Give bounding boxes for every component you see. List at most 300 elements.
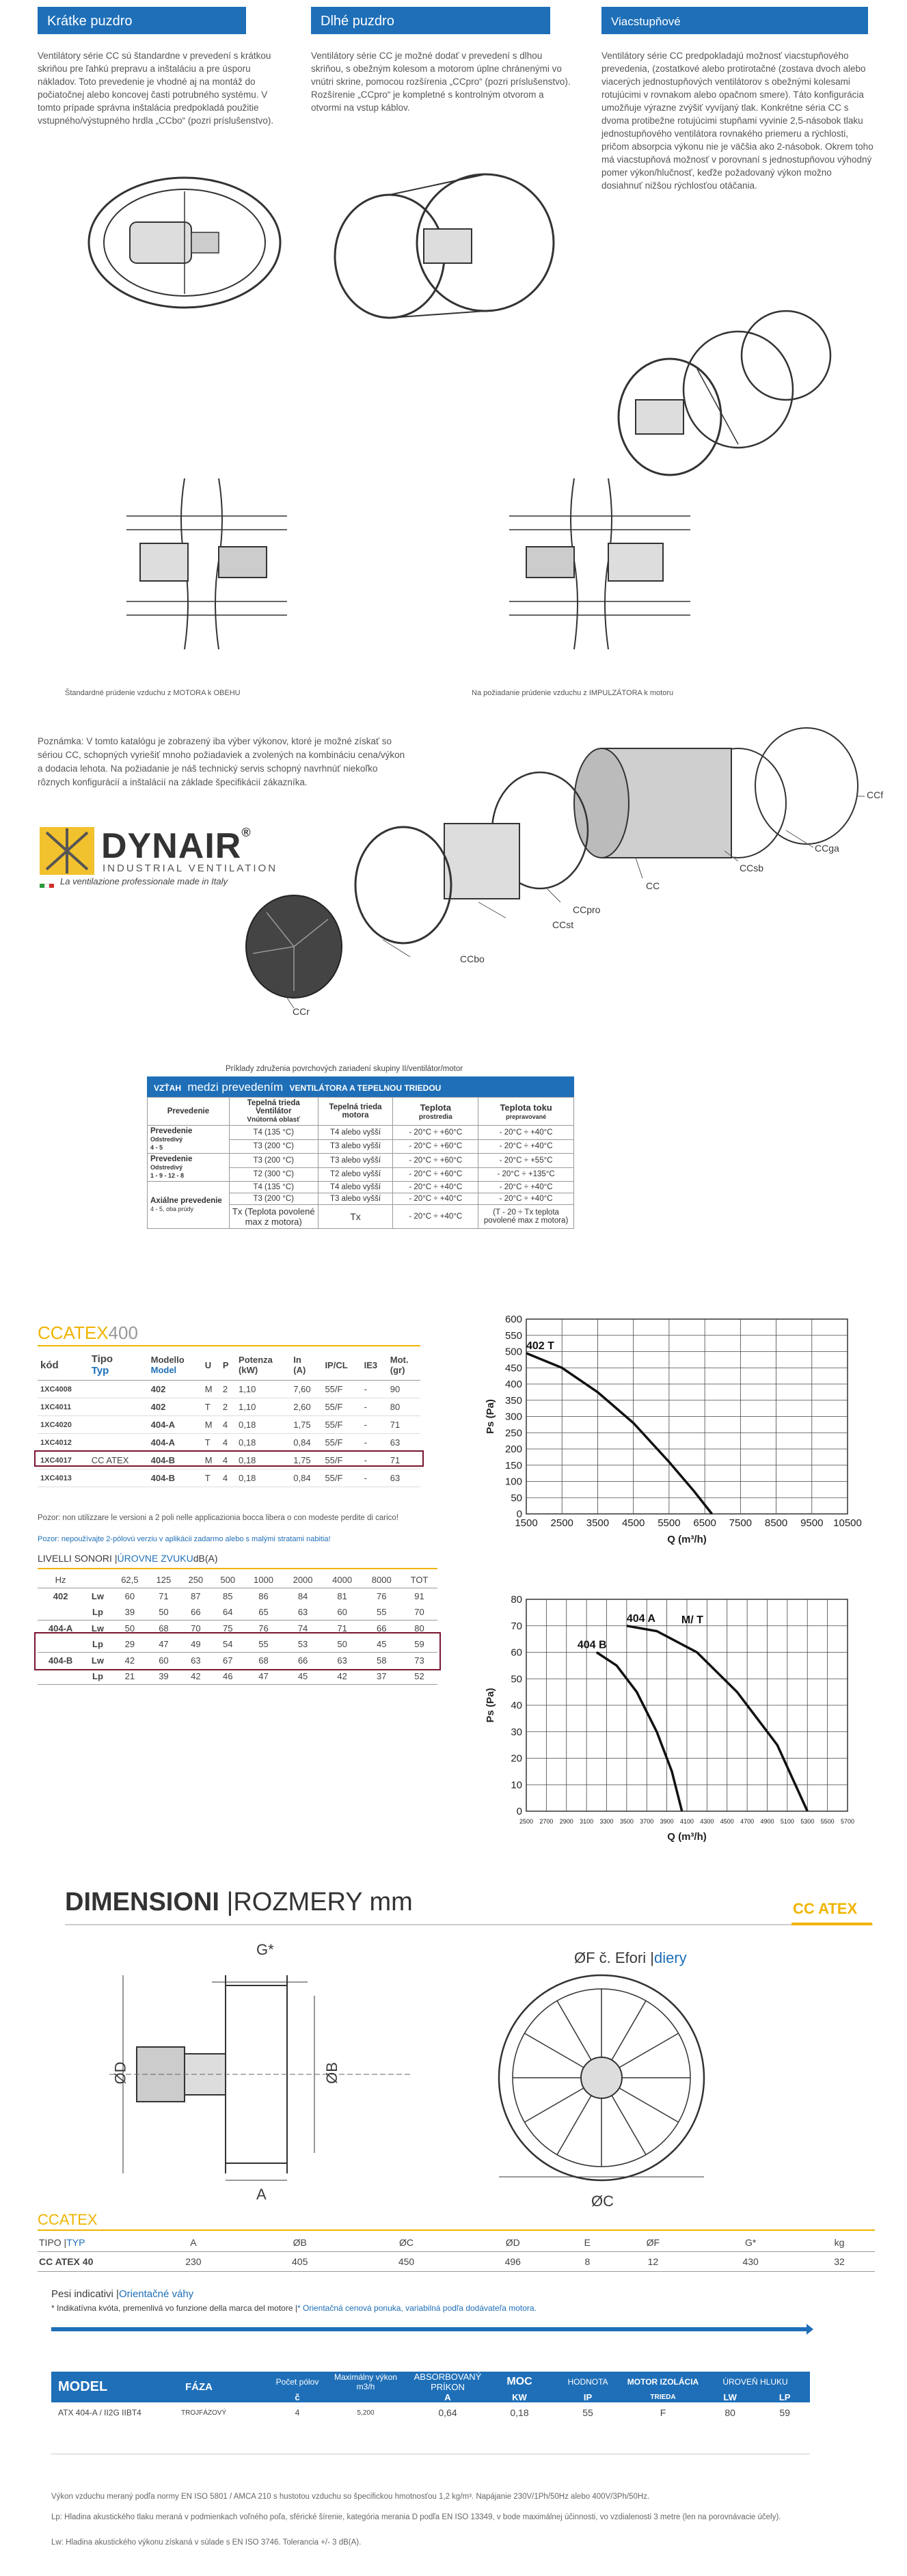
ccatex-cell: 1,75 bbox=[293, 1455, 311, 1465]
ccatex-cell: 0,84 bbox=[293, 1473, 311, 1483]
ccatex-title-b: 400 bbox=[108, 1323, 138, 1343]
sound-cell: 53 bbox=[297, 1639, 308, 1649]
zone-cell: - 20°C ÷ +60°C bbox=[393, 1167, 478, 1182]
dim-label-c: ØC bbox=[591, 2193, 614, 2210]
sound-cell: 60 bbox=[124, 1591, 135, 1601]
ccatex-cell bbox=[89, 1398, 148, 1416]
sound-cell: 66 bbox=[376, 1623, 387, 1633]
sound-cell: 70 bbox=[414, 1607, 424, 1617]
sound-cell: 45 bbox=[376, 1639, 387, 1649]
sound-rule bbox=[38, 1568, 437, 1569]
sound-cell: 404-B bbox=[48, 1655, 73, 1666]
y-tick-label: 250 bbox=[504, 1427, 522, 1439]
dim-cell: 8 bbox=[584, 2256, 591, 2267]
spoke bbox=[619, 2033, 679, 2067]
th-text: Model bbox=[150, 1365, 177, 1375]
table-row bbox=[148, 1182, 574, 1193]
x-tick-label: 3300 bbox=[599, 1818, 614, 1825]
x-tick-label: 7500 bbox=[729, 1517, 753, 1529]
logo-tagline: La ventilazione professionale made in Italy bbox=[60, 876, 228, 886]
zone-cell: - 20°C ÷ +40°C bbox=[393, 1193, 478, 1205]
sound-cell: 76 bbox=[376, 1591, 387, 1601]
ccatex-cell: 2 bbox=[222, 1402, 228, 1412]
dimensions-title-b: ROZMERY mm bbox=[233, 1888, 413, 1916]
header-short-title: Krátke puzdro bbox=[47, 14, 133, 29]
ccatex-cell: 404-A bbox=[150, 1420, 176, 1430]
y-axis-label: Ps (Pa) bbox=[485, 1687, 496, 1723]
ccatex-cell: - bbox=[364, 1437, 367, 1448]
fan-multi-illustration bbox=[615, 308, 834, 485]
table-row bbox=[51, 2402, 810, 2423]
x-tick-label: 3700 bbox=[640, 1818, 654, 1825]
sound-th: 250 bbox=[188, 1575, 204, 1585]
dim-table-rule bbox=[38, 2229, 875, 2231]
ccatex-cell: - bbox=[364, 1402, 367, 1412]
spoke bbox=[619, 2088, 679, 2122]
logo-sub: INDUSTRIAL VENTILATION bbox=[103, 863, 278, 874]
dim-th-tipo-a: TIPO bbox=[39, 2237, 62, 2248]
ccatex-cell: 1XC4011 bbox=[40, 1402, 72, 1411]
zone-cell: Tx bbox=[318, 1205, 393, 1229]
dim-cell: 450 bbox=[398, 2256, 415, 2267]
airflow-motor-to-impeller-diagram bbox=[123, 478, 301, 649]
model-cell: ATX 404-A / II2G IIBT4 bbox=[58, 2408, 141, 2417]
th-tipo bbox=[89, 1350, 148, 1381]
th-modello bbox=[148, 1350, 202, 1381]
label-ccsb: CCsb bbox=[740, 863, 764, 873]
sound-cell: 50 bbox=[124, 1623, 135, 1633]
dim-cell: 12 bbox=[647, 2256, 659, 2267]
zone-col2a: Tepelná trieda Ventilátor bbox=[247, 1099, 300, 1115]
sound-cell: 402 bbox=[53, 1591, 68, 1601]
sound-cell: 68 bbox=[258, 1655, 269, 1666]
model-sub: LP bbox=[779, 2392, 791, 2402]
label-ccf: CCf bbox=[867, 789, 884, 800]
y-tick-label: 30 bbox=[511, 1726, 522, 1738]
zone-cell: T4 alebo vyšší bbox=[318, 1182, 393, 1193]
x-tick-label: 5300 bbox=[800, 1818, 815, 1825]
x-tick-label: 5500 bbox=[820, 1818, 835, 1825]
spoke bbox=[612, 2001, 646, 2060]
th-text: Mot. bbox=[390, 1355, 409, 1365]
zone-cell: T2 (300 °C) bbox=[229, 1167, 318, 1182]
ccatex-cell: 80 bbox=[390, 1402, 401, 1412]
series-label: 404 A bbox=[626, 1612, 655, 1625]
y-tick-label: 200 bbox=[504, 1443, 522, 1455]
sound-cell: 46 bbox=[223, 1671, 233, 1681]
x-tick-label: 3900 bbox=[660, 1818, 674, 1825]
ccatex-cell: 1XC4008 bbox=[40, 1385, 72, 1394]
text-multi: Ventilátory série CC predpokladajú možnosť viacstupňového prevedenia, (zostatkové alebo protirotačné (zostava dvoch alebo viacerých jednostupňových ventilátorov s obežnými kolesami rotujúcimi v rovnakom alebo opačnom smere). Táto konfigurácia umožňuje výrazne zvýšiť vyvíjaný tlak. Konkrétne séria CC s dvoma protibežne rotujúcimi stupňami vyvinie 2,5-násobok tlaku jednostupňového ventilátora rovnakého priemeru a rýchlosti, pričom absorpcia výkonu nie je väčšia ako 2-násobok. Okrem toho má viacstupňová možnosť v porovnaní s jednostupňovou výhodný pomer výkon/hlučnosť, keďže požadovaný výkon možno dosiahnuť nižšou rýchlosťou otáčania. bbox=[601, 51, 874, 191]
table-row bbox=[148, 1126, 574, 1140]
table-row bbox=[38, 1588, 437, 1605]
sound-th: TOT bbox=[410, 1575, 429, 1585]
sound-cell: 86 bbox=[258, 1591, 269, 1601]
dim-th-e: E bbox=[584, 2237, 591, 2248]
caption-left: Štandardné prúdenie vzduchu z MOTORA k OBEHU bbox=[65, 689, 241, 697]
zone-cell: - 20°C ÷ +60°C bbox=[393, 1139, 478, 1154]
sound-th: 500 bbox=[220, 1575, 236, 1585]
y-tick-label: 0 bbox=[516, 1806, 522, 1817]
highlight-1xc4012 bbox=[34, 1450, 424, 1467]
dim-label-g: G* bbox=[256, 1941, 274, 1958]
ccatex-note2: Pozor: nepoužívajte 2-pólovú verziu v aplikácii zadarmo alebo s malými stratami nabitia! bbox=[38, 1535, 331, 1543]
ccatex-cell: M bbox=[204, 1420, 213, 1430]
y-tick-label: 150 bbox=[504, 1459, 522, 1472]
sound-cell: 54 bbox=[223, 1639, 233, 1649]
y-tick-label: 450 bbox=[504, 1362, 522, 1374]
zone-group2 bbox=[148, 1154, 230, 1182]
ccatex-cell: 90 bbox=[390, 1384, 401, 1394]
x-tick-label: 9500 bbox=[800, 1517, 824, 1529]
y-tick-label: 60 bbox=[511, 1646, 522, 1659]
performance-chart-402 bbox=[478, 1312, 861, 1551]
weights-note-a: * Indikatívna kvóta, premenlivá vo funzione della marca del motore bbox=[51, 2303, 293, 2313]
model-th-poles: Počet pólov bbox=[275, 2377, 319, 2387]
dimension-side-drawing bbox=[123, 1955, 410, 2201]
model-sub: LW bbox=[723, 2392, 737, 2402]
dimensions-badge: CC ATEX bbox=[793, 1900, 858, 1917]
sound-cell: 63 bbox=[297, 1607, 308, 1617]
sound-title-c: dB(A) bbox=[193, 1553, 218, 1564]
label-ccbo: CCbo bbox=[460, 953, 485, 964]
ccatex-cell bbox=[89, 1416, 148, 1434]
sound-cell: 67 bbox=[223, 1655, 233, 1666]
sound-cell: 55 bbox=[258, 1639, 269, 1649]
model-th-noise: ÚROVEŇ HLUKU bbox=[722, 2377, 788, 2387]
zone-header-mid: medzi prevedením bbox=[187, 1081, 284, 1094]
x-tick-label: 4700 bbox=[740, 1818, 755, 1825]
x-tick-label: 4300 bbox=[700, 1818, 714, 1825]
dimensions-title: DIMENSIONI |ROZMERY mm bbox=[65, 1888, 413, 1916]
ccatex-cell: 404-B bbox=[150, 1473, 176, 1483]
table-row bbox=[38, 1398, 420, 1416]
zone-group2-title: Prevedenie bbox=[150, 1155, 193, 1163]
zone-col4a: Teplota bbox=[420, 1102, 451, 1113]
dim-label-f-b: diery bbox=[653, 1949, 687, 1966]
y-tick-label: 500 bbox=[504, 1346, 522, 1358]
sound-cell: 63 bbox=[337, 1655, 347, 1666]
zone-group1-title: Prevedenie bbox=[150, 1127, 193, 1135]
ccatex-cell: 71 bbox=[390, 1455, 401, 1465]
label-ccst: CCst bbox=[552, 919, 574, 930]
model-table bbox=[51, 2372, 810, 2423]
dimensions-title-a: DIMENSIONI bbox=[65, 1888, 219, 1916]
ccatex-cell: - bbox=[364, 1420, 367, 1430]
sound-cell: Lw bbox=[91, 1623, 104, 1633]
header-multi-title: Viacstupňové bbox=[611, 15, 681, 28]
dimensions-rule bbox=[65, 1924, 873, 1925]
y-tick-label: 550 bbox=[504, 1329, 522, 1342]
series-label: 404 B bbox=[577, 1639, 607, 1651]
zone-cell: - 20°C ÷ +40°C bbox=[393, 1182, 478, 1193]
sound-cell: 21 bbox=[124, 1671, 135, 1681]
caption-right: Na požiadanie prúdenie vzduchu z IMPULZÁTORA k motoru bbox=[472, 689, 674, 697]
catalog-note: Poznámka: V tomto katalógu je zobrazený iba výber výkonov, ktoré je možné získať so sériou CC, schopných vyriešiť mnoho požiadaviek a zvolených na kombináciu cena/výkon a dodacia lehota. Na požiadanie je náš technický servis schopný navrhnúť niekoľko rôznych konfigurácií a inštalácií na základe špecifikácií zákazníka. bbox=[38, 736, 405, 787]
header-long bbox=[311, 7, 550, 34]
zone-col-motor-class: Tepelná trieda motora bbox=[318, 1098, 393, 1126]
th-ie3: IE3 bbox=[364, 1359, 378, 1370]
dimension-front-drawing bbox=[492, 1968, 711, 2187]
x-tick-label: 3500 bbox=[619, 1818, 634, 1825]
table-row bbox=[38, 1668, 437, 1685]
zone-group3-num: 4 - 5, oba prúdy bbox=[150, 1206, 194, 1212]
sound-cell: 84 bbox=[297, 1591, 308, 1601]
zone-col-flow bbox=[478, 1098, 574, 1126]
model-sub: KW bbox=[512, 2392, 527, 2402]
th-text: Typ bbox=[91, 1365, 109, 1377]
italy-flag bbox=[40, 879, 55, 883]
dim-th-a: A bbox=[190, 2237, 197, 2248]
model-cell: 55 bbox=[582, 2407, 593, 2418]
zone-cell: - 20°C ÷ +135°C bbox=[478, 1167, 574, 1182]
sound-cell: 55 bbox=[376, 1607, 387, 1617]
th-in bbox=[290, 1350, 322, 1381]
sound-cell: 75 bbox=[223, 1623, 233, 1633]
table-row bbox=[148, 1154, 574, 1168]
sound-cell: 42 bbox=[191, 1671, 201, 1681]
performance-chart-404 bbox=[478, 1592, 861, 1852]
ccatex-cell: 1,10 bbox=[239, 1402, 256, 1412]
zone-group1-num: 4 - 5 bbox=[150, 1144, 163, 1151]
zone-col5b: prepravované bbox=[506, 1113, 547, 1120]
ccatex-cell: 0,18 bbox=[239, 1420, 256, 1430]
zone-table bbox=[147, 1097, 574, 1229]
zone-cell: T4 (135 °C) bbox=[229, 1182, 318, 1193]
ccatex-cell: - bbox=[364, 1384, 367, 1394]
ccatex-cell: 0,18 bbox=[239, 1437, 256, 1448]
sound-cell: 70 bbox=[191, 1623, 201, 1633]
ccatex-cell: M bbox=[204, 1384, 213, 1394]
model-sub: IP bbox=[583, 2392, 593, 2402]
sound-cell: Lw bbox=[91, 1655, 104, 1666]
ccatex-cell: 55/F bbox=[325, 1402, 343, 1412]
sound-title: LIVELLI SONORI |ÚROVNE ZVUKUdB(A) bbox=[38, 1553, 218, 1564]
model-th-flow: Maximálny výkon m3/h bbox=[334, 2372, 398, 2391]
model-cell: F bbox=[660, 2407, 666, 2418]
ccatex-cell: 7,60 bbox=[293, 1384, 311, 1394]
ccatex-title-a: CCATEX bbox=[38, 1323, 109, 1343]
sound-th: 125 bbox=[156, 1575, 172, 1585]
ccatex-cell: 4 bbox=[222, 1420, 228, 1430]
sound-cell: 42 bbox=[337, 1671, 347, 1681]
weights-note-b: * Orientačná cenová ponuka, variabilná podľa dodávateľa motora. bbox=[297, 2303, 537, 2313]
sound-cell: 65 bbox=[258, 1607, 269, 1617]
y-tick-label: 70 bbox=[511, 1620, 522, 1632]
sound-cell bbox=[38, 1604, 83, 1621]
ccatex-cell: 55/F bbox=[325, 1455, 343, 1465]
sound-cell: 59 bbox=[414, 1639, 424, 1649]
ccatex-cell bbox=[89, 1381, 148, 1398]
x-axis-label: Q (m³/h) bbox=[667, 1831, 707, 1843]
x-tick-label: 10500 bbox=[833, 1517, 862, 1529]
sound-title-a: LIVELLI SONORI bbox=[38, 1553, 112, 1564]
footnote-1: Výkon vzduchu meraný podľa normy EN ISO 5801 / AMCA 210 s hustotou vzduchu so špecifickou hmotnosťou 1,2 kg/m³. Napájanie 230V/1Ph/50Hz alebo 400V/3Ph/50Hz. bbox=[51, 2493, 650, 2501]
zone-col2b: Vnútorná oblasť bbox=[247, 1116, 300, 1124]
zone-cell: - 20°C ÷ +40°C bbox=[478, 1139, 574, 1154]
sound-cell: 68 bbox=[159, 1623, 169, 1633]
dim-th-kg: kg bbox=[834, 2237, 845, 2248]
series-label: 402 T bbox=[526, 1340, 554, 1352]
spoke bbox=[557, 2096, 591, 2155]
y-axis-label: Ps (Pa) bbox=[485, 1399, 496, 1434]
sound-cell bbox=[38, 1668, 83, 1685]
ccatex-cell: 63 bbox=[390, 1473, 401, 1483]
zone-header-left: VZŤAH bbox=[154, 1083, 181, 1093]
ccatex-rule bbox=[38, 1345, 420, 1346]
model-cell: 59 bbox=[779, 2407, 790, 2418]
text-short: Ventilátory série CC sú štandardne v prevedení s krátkou skriňou pre ľahkú prepravu a inštaláciu a pre úsporu nákladov. Toto prevedenie je vhodné aj na montáž do počiatočnej alebo koncovej časti potrubného systému. V tomto prípade správna inštalácia predpokladá použitie vstupného/výstupného hrdla „CCbo“ (pozri príslušenstvo). bbox=[38, 51, 274, 126]
sound-cell: 85 bbox=[223, 1591, 233, 1601]
sound-cell: 45 bbox=[297, 1671, 308, 1681]
zone-cell: T3 (200 °C) bbox=[229, 1139, 318, 1154]
th-u: U bbox=[204, 1359, 212, 1370]
model-sub: A bbox=[444, 2392, 451, 2402]
y-tick-label: 50 bbox=[511, 1673, 522, 1685]
model-th-faza: FÁZA bbox=[185, 2381, 213, 2393]
zone-cell: - 20°C ÷ +40°C bbox=[478, 1182, 574, 1193]
weights-title-b: Orientačné váhy bbox=[118, 2288, 194, 2300]
model-cell: TROJFÁZOVÝ bbox=[181, 2409, 227, 2417]
x-tick-label: 2900 bbox=[559, 1818, 573, 1825]
sound-cell: 87 bbox=[191, 1591, 201, 1601]
zone-cell: T2 alebo vyšší bbox=[318, 1167, 393, 1182]
sound-cell: 29 bbox=[124, 1639, 135, 1649]
model-table-topbar-arrow bbox=[807, 2324, 813, 2335]
spoke bbox=[557, 2001, 591, 2060]
sound-cell: 63 bbox=[191, 1655, 201, 1666]
sound-cell: 47 bbox=[159, 1639, 169, 1649]
th-text: kód bbox=[40, 1359, 59, 1371]
sound-header-row bbox=[38, 1572, 437, 1588]
sound-cell: 58 bbox=[376, 1655, 387, 1666]
sound-th: 8000 bbox=[371, 1575, 392, 1585]
y-tick-label: 20 bbox=[511, 1752, 522, 1765]
zone-col-env bbox=[393, 1098, 478, 1126]
ccatex-cell: 63 bbox=[390, 1437, 401, 1448]
model-cell: 0,64 bbox=[438, 2407, 457, 2418]
x-tick-label: 1500 bbox=[515, 1517, 538, 1529]
sound-cell: 64 bbox=[223, 1607, 233, 1617]
y-tick-label: 400 bbox=[504, 1379, 522, 1390]
sound-cell: 60 bbox=[337, 1607, 347, 1617]
y-tick-label: 600 bbox=[504, 1314, 522, 1325]
dim-table-title: CCATEX bbox=[38, 2211, 98, 2228]
ccatex-cell: 0,84 bbox=[293, 1437, 311, 1448]
sound-cell: Lp bbox=[92, 1671, 103, 1681]
table-row bbox=[38, 1381, 420, 1398]
zone-header-right: VENTILÁTORA A TEPELNOU TRIEDOU bbox=[289, 1083, 442, 1093]
exploded-accessories-illustration bbox=[246, 721, 889, 1022]
ccatex-title bbox=[38, 1323, 138, 1344]
header-short bbox=[38, 7, 246, 34]
y-tick-label: 100 bbox=[504, 1476, 522, 1488]
sound-th: 62,5 bbox=[121, 1575, 139, 1585]
logo-registered: ® bbox=[241, 826, 252, 839]
sound-cell: 37 bbox=[376, 1671, 387, 1681]
ccatex-cell: 0,18 bbox=[239, 1455, 256, 1465]
ccatex-cell: - bbox=[364, 1455, 367, 1465]
sound-cell: 42 bbox=[124, 1655, 135, 1666]
dynair-logo-mark bbox=[40, 827, 94, 875]
ccatex-cell: 71 bbox=[390, 1420, 401, 1430]
zone-group1 bbox=[148, 1126, 230, 1154]
spoke bbox=[524, 2088, 584, 2122]
zone-cell: T3 (200 °C) bbox=[229, 1193, 318, 1205]
dim-cell: 496 bbox=[504, 2256, 521, 2267]
y-tick-label: 40 bbox=[511, 1700, 522, 1711]
dim-label-f: ØF č. Efori |diery bbox=[574, 1949, 687, 1966]
table-row bbox=[38, 1604, 437, 1621]
ccatex-cell: 402 bbox=[150, 1384, 166, 1394]
highlight-404a bbox=[34, 1632, 441, 1670]
ccatex-cell: 404-B bbox=[150, 1455, 176, 1465]
y-tick-label: 80 bbox=[511, 1594, 522, 1605]
ccatex-note1: Pozor: non utilizzare le versioni a 2 poli nelle applicazionia bocca libera o con modeste perdite di carico! bbox=[38, 1514, 399, 1522]
x-tick-label: 2700 bbox=[539, 1818, 554, 1825]
ccatex-cell: 4 bbox=[222, 1437, 228, 1448]
sound-cell: 49 bbox=[191, 1639, 201, 1649]
model-cell: 0,18 bbox=[510, 2407, 529, 2418]
ccatex-cell: 4 bbox=[222, 1473, 228, 1483]
zone-cell: - 20°C ÷ +60°C bbox=[393, 1154, 478, 1168]
zone-cell: - 20°C ÷ +60°C bbox=[393, 1126, 478, 1140]
sound-cell: 73 bbox=[414, 1655, 424, 1666]
th-text: Tipo bbox=[91, 1353, 113, 1365]
y-tick-label: 0 bbox=[516, 1508, 522, 1520]
y-tick-label: 10 bbox=[511, 1779, 522, 1791]
sound-cell: Lw bbox=[91, 1591, 104, 1601]
zone-group3 bbox=[148, 1182, 230, 1229]
ccatex-cell: 55/F bbox=[325, 1473, 343, 1483]
sound-cell: 66 bbox=[191, 1607, 201, 1617]
th-mot bbox=[388, 1350, 420, 1381]
fan-long-illustration bbox=[328, 167, 560, 331]
model-cell: 80 bbox=[725, 2407, 735, 2418]
x-tick-label: 5500 bbox=[658, 1517, 681, 1529]
zone-group2-num: 1 - 9 - 12 - 8 bbox=[150, 1172, 185, 1179]
th-text: Modello bbox=[150, 1355, 185, 1365]
ccatex-cell: T bbox=[204, 1402, 211, 1412]
dim-th-f: ØF bbox=[646, 2237, 660, 2248]
dim-label-b: ØB bbox=[323, 2062, 340, 2084]
model-th-model: MODEL bbox=[58, 2379, 108, 2394]
ccatex-cell bbox=[89, 1469, 148, 1487]
x-tick-label: 2500 bbox=[519, 1818, 534, 1825]
table-row bbox=[38, 1434, 420, 1452]
zone-table-caption: Príklady združenia povrchových zariadení skupiny II/ventilátor/motor bbox=[226, 1065, 463, 1073]
model-sub: TRIEDA bbox=[650, 2394, 676, 2401]
zone-cell: - 20°C ÷ +40°C bbox=[393, 1205, 478, 1229]
zone-cell: Tx (Teplota povolené max z motora) bbox=[229, 1205, 318, 1229]
dim-th-tipo: TIPO |TYP bbox=[39, 2237, 85, 2248]
sound-cell: 60 bbox=[159, 1655, 169, 1666]
table-row bbox=[38, 1469, 420, 1487]
weights-title: Pesi indicativi |Orientačné váhy bbox=[51, 2288, 194, 2300]
zone-cell: - 20°C ÷ +55°C bbox=[478, 1154, 574, 1168]
ccatex-cell: 1XC4012 bbox=[40, 1438, 72, 1447]
sound-cell: 66 bbox=[297, 1655, 308, 1666]
model-sub: č bbox=[295, 2392, 300, 2402]
zone-cell: T3 alebo vyšší bbox=[318, 1139, 393, 1154]
x-tick-label: 4100 bbox=[679, 1818, 694, 1825]
sound-cell: 71 bbox=[159, 1591, 169, 1601]
sound-cell: 91 bbox=[414, 1591, 424, 1601]
th-ip: IP/CL bbox=[325, 1359, 348, 1370]
footnote-3: Lw: Hladina akustického výkonu získaná v súlade s EN ISO 3746. Tolerancia +/- 3 dB(A). bbox=[51, 2538, 362, 2547]
ccatex-cell: CC ATEX bbox=[91, 1455, 129, 1465]
th-text: In bbox=[293, 1355, 301, 1365]
